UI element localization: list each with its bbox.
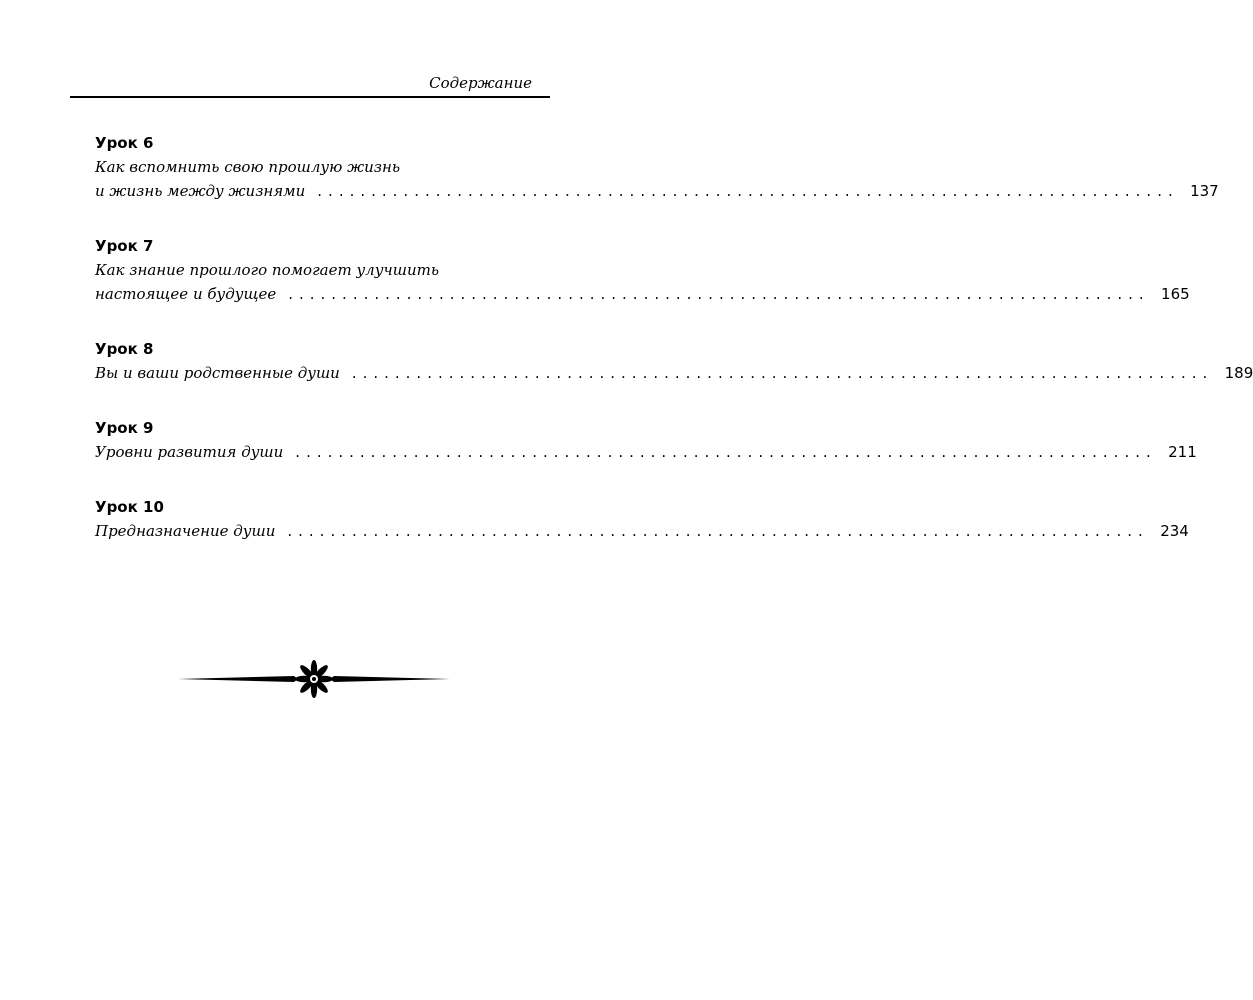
lesson-title-line: Вы и ваши родственные души [95,364,340,382]
lesson-number: Урок 6 [95,134,154,152]
table-of-contents [95,132,1253,575]
dot-leader: ................................................................................ [317,182,1179,200]
dot-leader: ................................................................................ [351,364,1214,382]
header-rule [70,96,550,98]
lesson-number: Урок 10 [95,498,164,516]
dot-leader: ................................................................................ [288,285,1150,303]
flower-ornament-icon [178,654,450,700]
lesson-number: Урок 9 [95,419,154,437]
page-number: 137 [1190,182,1219,200]
toc-entry-lesson-6[interactable] [95,132,1219,202]
page-number: 211 [1168,443,1197,461]
running-head: Содержание [429,74,532,92]
lesson-title-line: и жизнь между жизнями [95,182,306,200]
page-number: 234 [1160,522,1189,540]
toc-entry-lesson-10[interactable] [95,496,1189,542]
toc-entry-lesson-7[interactable] [95,235,1190,305]
lesson-title-line: Как знание прошлого помогает улучшить [95,261,440,279]
page-number: 165 [1161,285,1190,303]
dot-leader: ................................................................................ [295,443,1157,461]
lesson-title-line: Как вспомнить свою прошлую жизнь [95,158,401,176]
toc-entry-lesson-8[interactable] [95,338,1253,384]
page-number: 189 [1224,364,1253,382]
dot-leader: ................................................................................ [287,522,1149,540]
lesson-title-line: Уровни развития души [95,443,284,461]
lesson-number: Урок 7 [95,237,154,255]
toc-entry-lesson-9[interactable] [95,417,1197,463]
lesson-title-line: Предназначение души [95,522,276,540]
lesson-title-line: настоящее и будущее [95,285,277,303]
lesson-number: Урок 8 [95,340,154,358]
